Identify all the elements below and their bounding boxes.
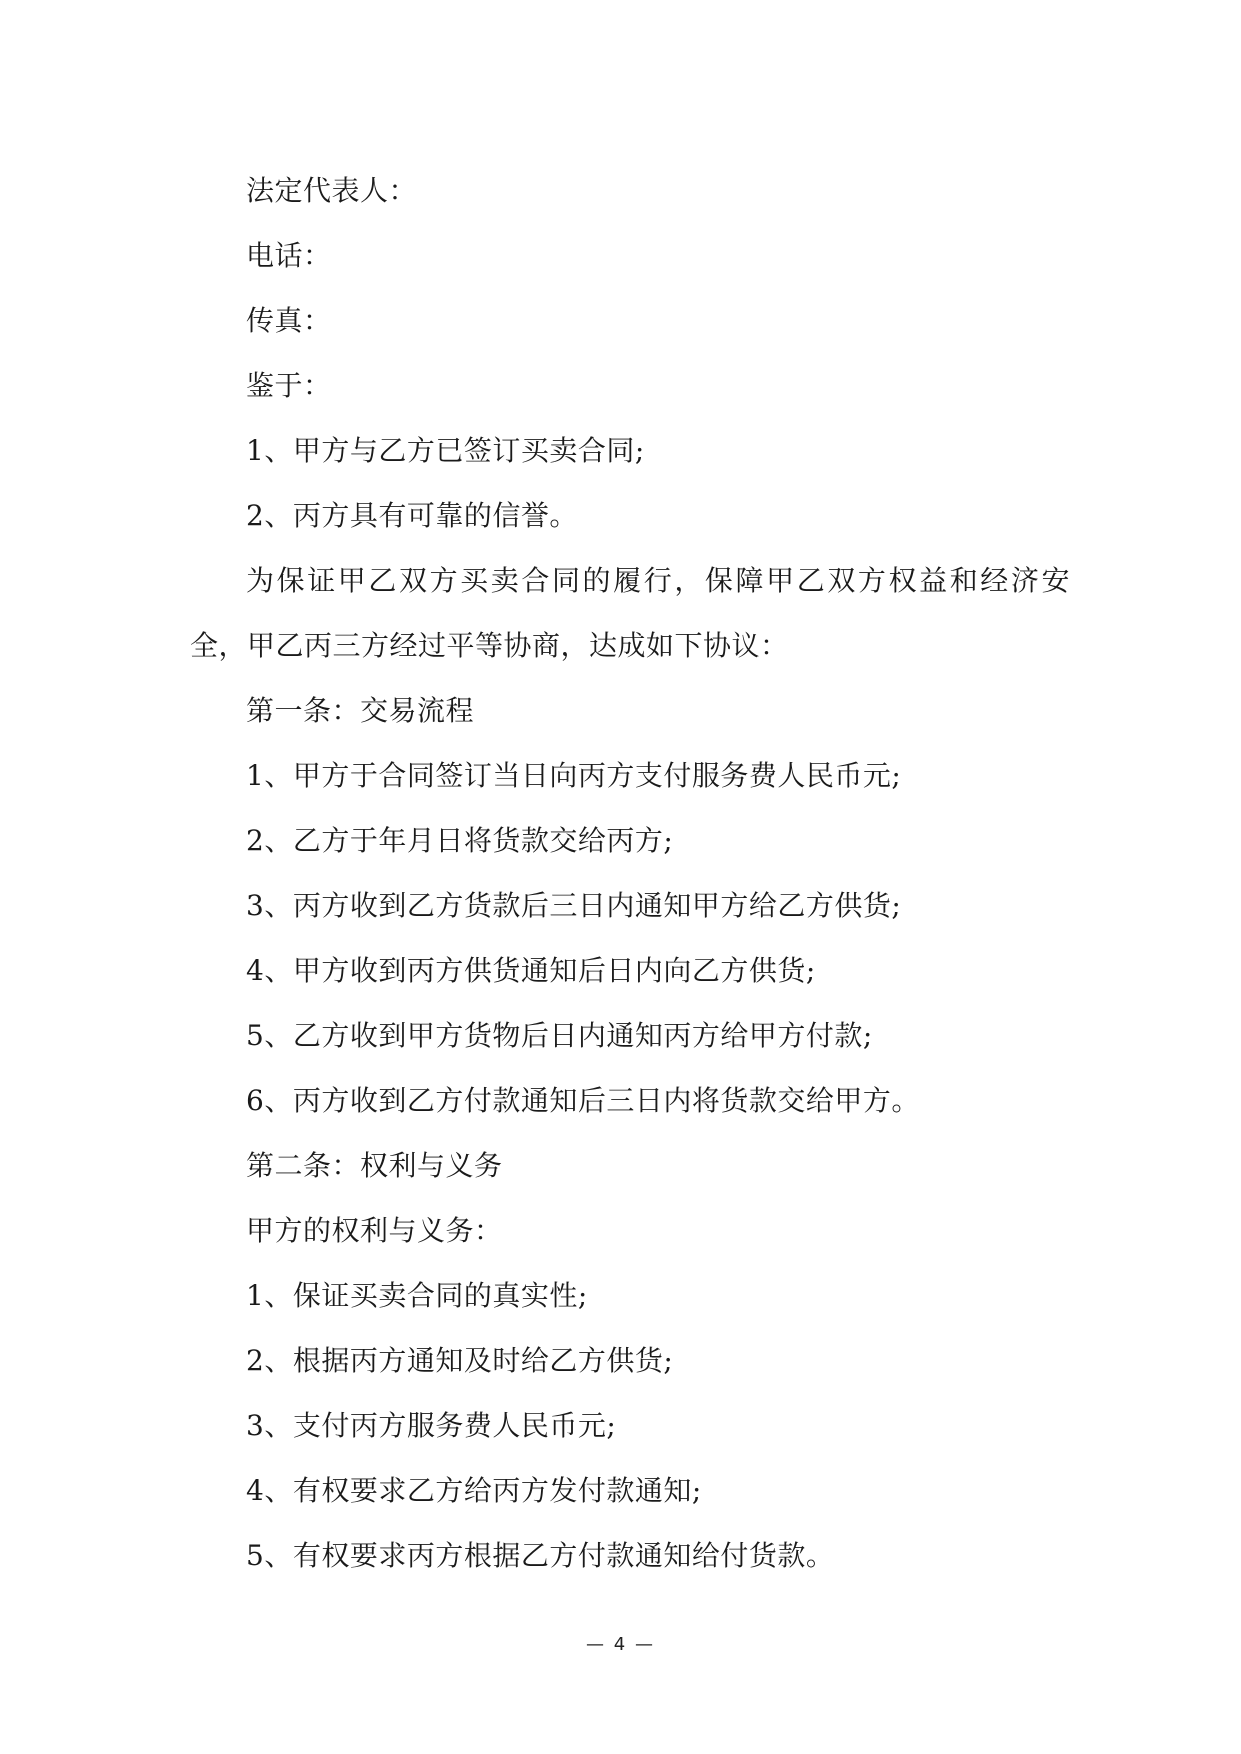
article-1-item-1: 1、甲方于合同签订当日向丙方支付服务费人民币元; xyxy=(246,759,902,792)
article-1-heading: 第一条：交易流程 xyxy=(246,694,475,727)
article-1-item-5: 5、乙方收到甲方货物后日内通知丙方给甲方付款; xyxy=(246,1019,873,1052)
whereas-heading: 鉴于： xyxy=(246,369,332,402)
article-2-heading: 第二条：权利与义务 xyxy=(246,1149,503,1182)
article-1-item-3: 3、丙方收到乙方货款后三日内通知甲方给乙方供货; xyxy=(246,889,902,922)
whereas-item-1: 1、甲方与乙方已签订买卖合同; xyxy=(246,434,645,467)
document-body xyxy=(190,158,1070,1588)
party-a-item-2: 2、根据丙方通知及时给乙方供货; xyxy=(246,1344,674,1377)
party-a-item-4: 4、有权要求乙方给丙方发付款通知; xyxy=(246,1474,702,1507)
party-a-item-3: 3、支付丙方服务费人民币元; xyxy=(246,1409,617,1442)
article-1-item-2: 2、乙方于年月日将货款交给丙方; xyxy=(246,824,674,857)
legal-representative-line: 法定代表人： xyxy=(246,174,418,207)
fax-line: 传真： xyxy=(246,304,332,337)
whereas-item-2: 2、丙方具有可靠的信誉。 xyxy=(246,499,578,532)
article-1-item-6: 6、丙方收到乙方付款通知后三日内将货款交给甲方。 xyxy=(246,1084,920,1117)
party-a-item-5: 5、有权要求丙方根据乙方付款通知给付货款。 xyxy=(246,1539,835,1572)
phone-line: 电话： xyxy=(246,239,332,272)
agreement-preamble: 为保证甲乙双方买卖合同的履行，保障甲乙双方权益和经济安全，甲乙丙三方经过平等协商，达成如下协议： xyxy=(190,564,1070,662)
page-number: — 4 — xyxy=(586,1634,655,1655)
article-1-item-4: 4、甲方收到丙方供货通知后日内向乙方供货; xyxy=(246,954,816,987)
party-a-rights-heading: 甲方的权利与义务： xyxy=(246,1214,503,1247)
party-a-item-1: 1、保证买卖合同的真实性; xyxy=(246,1279,588,1312)
